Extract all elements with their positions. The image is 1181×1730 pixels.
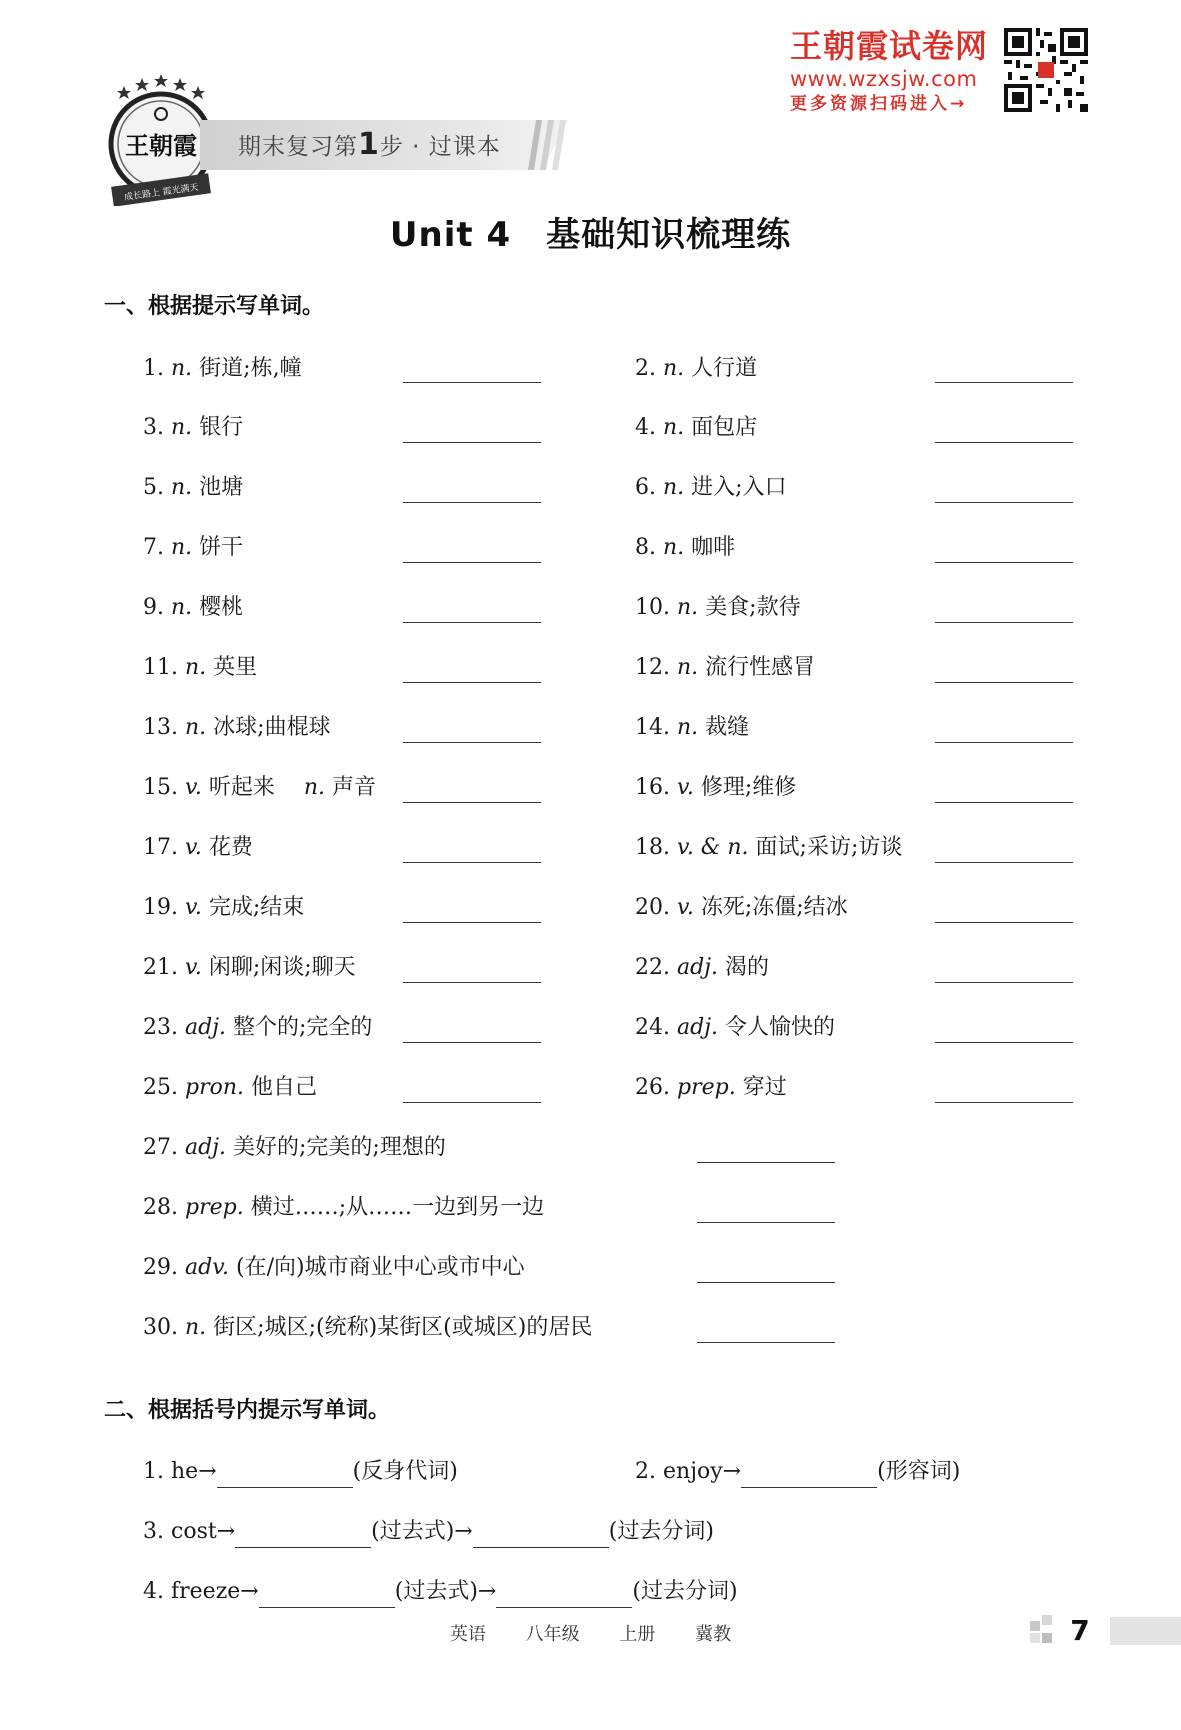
answer-blank[interactable] bbox=[403, 862, 541, 863]
page-number-decoration bbox=[1030, 1615, 1181, 1647]
answer-blank[interactable] bbox=[403, 1102, 541, 1103]
list-item: 16. v. 修理;维修 bbox=[635, 775, 797, 800]
list-item: 4. freeze→ (过去式)→ (过去分词) bbox=[143, 1576, 738, 1608]
list-item: 20. v. 冻死;冻僵;结冰 bbox=[635, 895, 848, 920]
footer-edition: 冀教 bbox=[695, 1624, 732, 1645]
logo-name: 王朝霞 bbox=[125, 131, 197, 160]
list-item: 2. n. 人行道 bbox=[635, 356, 758, 381]
section-2-heading: 二、根据括号内提示写单词。 bbox=[104, 1398, 391, 1423]
list-item: 21. v. 闲聊;闲谈;聊天 bbox=[143, 955, 356, 980]
list-item: 26. prep. 穿过 bbox=[635, 1075, 787, 1100]
answer-blank[interactable] bbox=[403, 442, 541, 443]
page-title: Unit 4 基础知识梳理练 bbox=[389, 215, 792, 255]
ribbon-number: 1 bbox=[358, 127, 380, 162]
answer-blank[interactable] bbox=[935, 382, 1073, 383]
list-item: 7. n. 饼干 bbox=[143, 535, 244, 560]
qr-code-icon[interactable] bbox=[1004, 28, 1088, 112]
footer-volume: 上册 bbox=[619, 1624, 656, 1645]
section-1-heading: 一、根据提示写单词。 bbox=[104, 294, 325, 319]
footer-subject: 英语 bbox=[449, 1624, 486, 1645]
answer-blank[interactable] bbox=[935, 562, 1073, 563]
list-item: 9. n. 樱桃 bbox=[143, 595, 244, 620]
list-item: 1. he→ (反身代词) bbox=[143, 1456, 458, 1488]
answer-blank[interactable] bbox=[935, 862, 1073, 863]
list-item: 17. v. 花费 bbox=[143, 835, 253, 860]
list-item: 4. n. 面包店 bbox=[635, 415, 758, 440]
list-item: 30. n. 街区;城区;(统称)某街区(或城区)的居民 bbox=[143, 1315, 593, 1340]
answer-blank[interactable] bbox=[697, 1162, 835, 1163]
answer-blank[interactable] bbox=[697, 1222, 835, 1223]
list-item: 15. v. 听起来 n. 声音 bbox=[143, 775, 377, 800]
answer-blank[interactable] bbox=[403, 802, 541, 803]
answer-blank[interactable] bbox=[473, 1523, 609, 1548]
list-item: 12. n. 流行性感冒 bbox=[635, 655, 816, 680]
list-item: 5. n. 池塘 bbox=[143, 475, 244, 500]
answer-blank[interactable] bbox=[403, 562, 541, 563]
answer-blank[interactable] bbox=[935, 502, 1073, 503]
answer-blank[interactable] bbox=[935, 622, 1073, 623]
answer-blank[interactable] bbox=[235, 1523, 371, 1548]
brand-tagline: 更多资源扫码进入→ bbox=[790, 94, 968, 114]
footer-grade: 八年级 bbox=[525, 1624, 580, 1645]
ribbon-prefix: 期末复习第 bbox=[238, 134, 358, 160]
footer-info bbox=[0, 1622, 1181, 1648]
list-item: 18. v. & n. 面试;采访;访谈 bbox=[635, 835, 903, 860]
list-item: 2. enjoy→ (形容词) bbox=[635, 1456, 960, 1488]
list-item: 14. n. 裁缝 bbox=[635, 715, 750, 740]
answer-blank[interactable] bbox=[403, 742, 541, 743]
list-item: 6. n. 进入;入口 bbox=[635, 475, 787, 500]
ribbon-suffix: 步 · 过课本 bbox=[379, 134, 501, 160]
brand-block bbox=[790, 26, 1005, 116]
list-item: 13. n. 冰球;曲棍球 bbox=[143, 715, 331, 740]
answer-blank[interactable] bbox=[935, 442, 1073, 443]
page-number: 7 bbox=[1070, 1614, 1090, 1647]
answer-blank[interactable] bbox=[935, 922, 1073, 923]
brand-title: 王朝霞试卷网 bbox=[790, 27, 989, 65]
ribbon-stripes bbox=[528, 120, 578, 170]
answer-blank[interactable] bbox=[935, 1042, 1073, 1043]
answer-blank[interactable] bbox=[403, 922, 541, 923]
answer-blank[interactable] bbox=[403, 982, 541, 983]
list-item: 27. adj. 美好的;完美的;理想的 bbox=[143, 1135, 446, 1160]
list-item: 25. pron. 他自己 bbox=[143, 1075, 318, 1100]
list-item: 11. n. 英里 bbox=[143, 655, 258, 680]
ribbon-text bbox=[238, 123, 501, 167]
answer-blank[interactable] bbox=[741, 1463, 877, 1488]
answer-blank[interactable] bbox=[403, 622, 541, 623]
answer-blank[interactable] bbox=[935, 742, 1073, 743]
answer-blank[interactable] bbox=[403, 1042, 541, 1043]
list-item: 3. cost→ (过去式)→ (过去分词) bbox=[143, 1516, 714, 1548]
list-item: 8. n. 咖啡 bbox=[635, 535, 736, 560]
brand-url[interactable]: www.wzxsjw.com bbox=[790, 67, 978, 91]
list-item: 10. n. 美食;款待 bbox=[635, 595, 801, 620]
answer-blank[interactable] bbox=[259, 1583, 395, 1608]
answer-blank[interactable] bbox=[935, 682, 1073, 683]
list-item: 3. n. 银行 bbox=[143, 415, 244, 440]
answer-blank[interactable] bbox=[403, 502, 541, 503]
answer-blank[interactable] bbox=[935, 982, 1073, 983]
list-item: 22. adj. 渴的 bbox=[635, 955, 770, 980]
answer-blank[interactable] bbox=[697, 1282, 835, 1283]
list-item: 29. adv. (在/向)城市商业中心或市中心 bbox=[143, 1255, 525, 1280]
answer-blank[interactable] bbox=[403, 682, 541, 683]
list-item: 24. adj. 令人愉快的 bbox=[635, 1015, 836, 1040]
answer-blank[interactable] bbox=[935, 802, 1073, 803]
answer-blank[interactable] bbox=[217, 1463, 353, 1488]
list-item: 1. n. 街道;栋,幢 bbox=[143, 356, 302, 381]
logo-slogan: 成长路上 霞光满天 bbox=[123, 182, 200, 204]
answer-blank[interactable] bbox=[496, 1583, 632, 1608]
answer-blank[interactable] bbox=[697, 1342, 835, 1343]
list-item: 28. prep. 横过……;从……一边到另一边 bbox=[143, 1195, 545, 1220]
list-item: 19. v. 完成;结束 bbox=[143, 895, 305, 920]
list-item: 23. adj. 整个的;完全的 bbox=[143, 1015, 373, 1040]
answer-blank[interactable] bbox=[403, 382, 541, 383]
answer-blank[interactable] bbox=[935, 1102, 1073, 1103]
